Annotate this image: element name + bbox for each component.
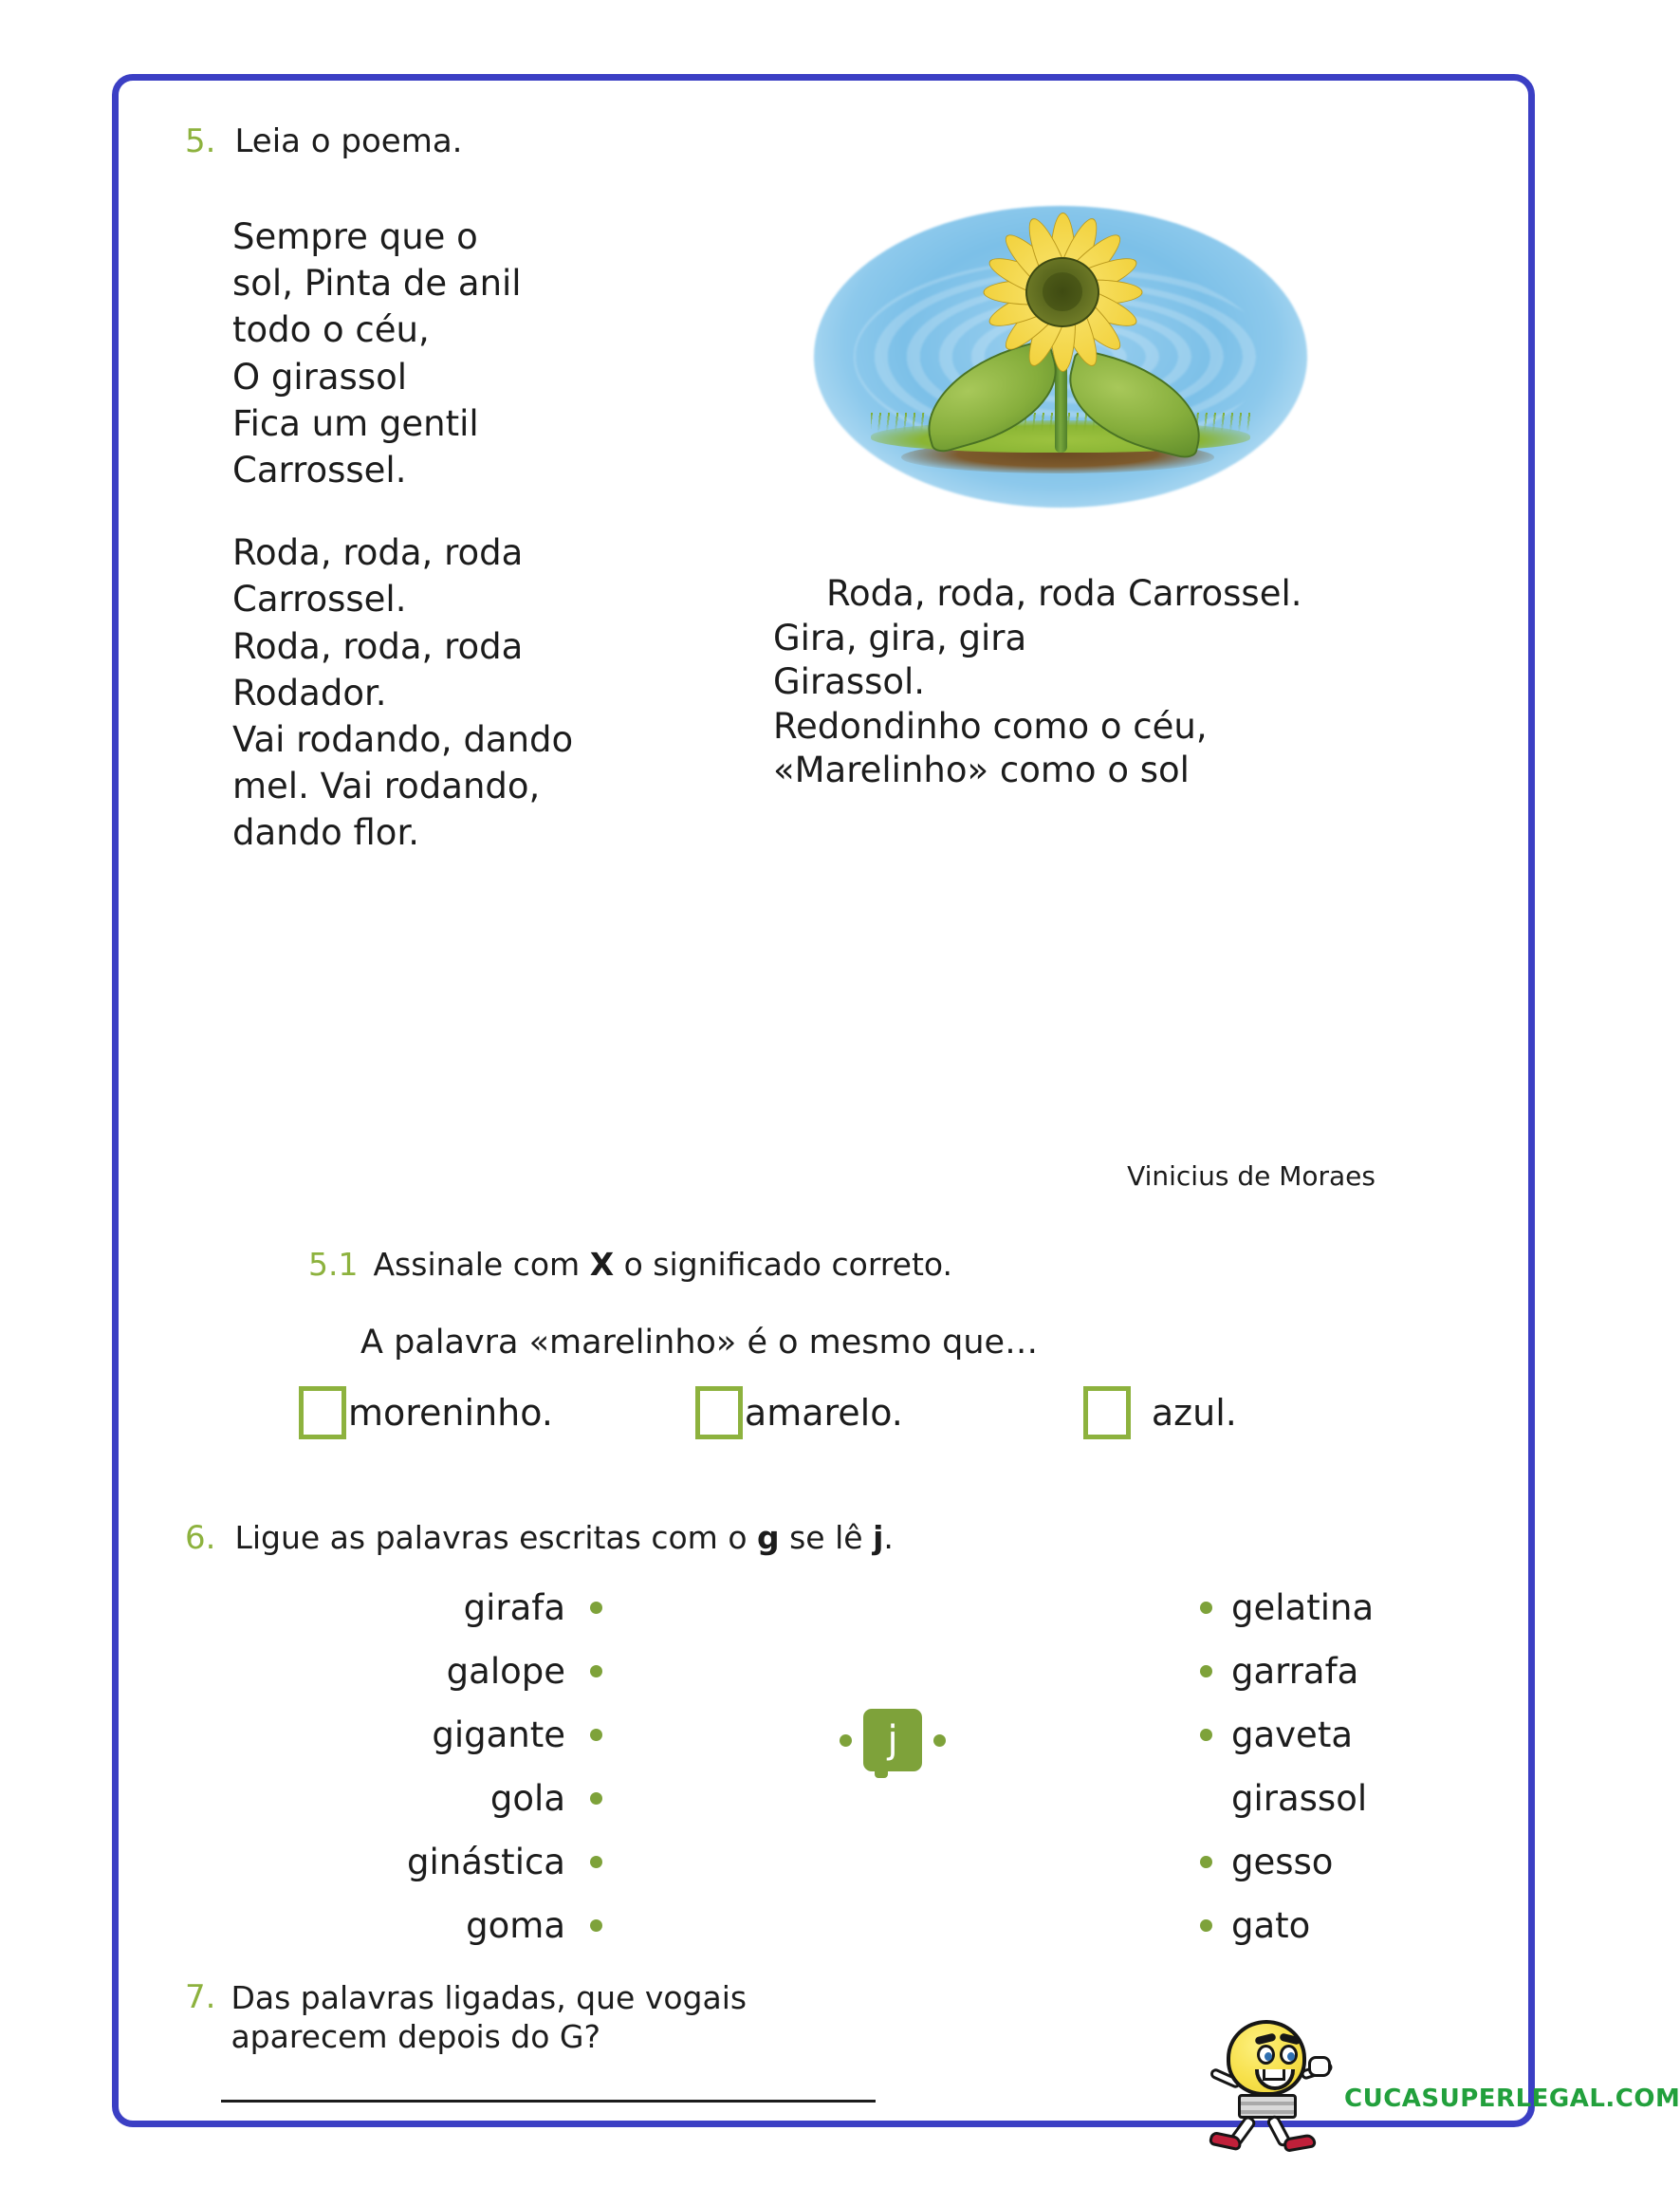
connector-dot-icon[interactable] bbox=[590, 1602, 602, 1614]
option-amarelo[interactable] bbox=[695, 1386, 903, 1439]
question-5-1-instruction bbox=[373, 1246, 952, 1283]
instruction-bold-j: j bbox=[873, 1519, 884, 1556]
connector-dot-icon[interactable] bbox=[1200, 1665, 1212, 1677]
poem-line: todo o céu, bbox=[232, 309, 430, 351]
mascot-eyebrow-left bbox=[1254, 2032, 1276, 2045]
connector-dot-icon[interactable] bbox=[590, 1665, 602, 1677]
question-6-header bbox=[185, 1519, 894, 1557]
poem-line: Roda, roda, roda bbox=[232, 532, 524, 574]
mascot-teeth bbox=[1263, 2069, 1285, 2081]
option-label: amarelo. bbox=[744, 1392, 903, 1434]
poem-line: Gira, gira, gira bbox=[773, 617, 1027, 658]
worksheet-content bbox=[119, 81, 1680, 2121]
connector-dot-icon[interactable] bbox=[590, 1856, 602, 1868]
word-label: girafa bbox=[463, 1587, 565, 1628]
question-5-header bbox=[185, 122, 462, 160]
right-word-column bbox=[1200, 1576, 1523, 1957]
connector-dot-icon[interactable] bbox=[590, 1919, 602, 1932]
poem-line: Sempre que o bbox=[232, 216, 478, 257]
mascot-eye-left bbox=[1257, 2045, 1275, 2065]
letter-j-box: j bbox=[863, 1709, 922, 1771]
poem-line: Carrossel. bbox=[232, 450, 407, 491]
word-label: gaveta bbox=[1231, 1714, 1354, 1755]
sunflower-head bbox=[982, 212, 1143, 373]
list-item[interactable] bbox=[1200, 1767, 1523, 1830]
word-label: galope bbox=[446, 1651, 565, 1692]
connector-dot-icon[interactable] bbox=[1200, 1856, 1212, 1868]
instruction-text-after: o significado correto. bbox=[614, 1246, 952, 1283]
worksheet-page bbox=[112, 74, 1680, 2127]
answer-line-input[interactable] bbox=[221, 2100, 876, 2103]
poem-author: Vinicius de Moraes bbox=[1127, 1160, 1375, 1192]
footer-logo bbox=[1200, 2005, 1680, 2138]
poem-line: Girassol. bbox=[773, 661, 926, 703]
lightbulb-body-icon bbox=[1227, 2020, 1306, 2096]
question-7-header bbox=[185, 1978, 868, 2057]
list-item[interactable] bbox=[261, 1767, 602, 1830]
poem-right-column bbox=[773, 572, 1428, 793]
question-5-1-options bbox=[299, 1386, 1428, 1439]
question-6-number: 6. bbox=[185, 1519, 216, 1557]
word-matching-area bbox=[119, 1576, 1528, 1955]
poem-line: mel. Vai rodando, bbox=[232, 766, 541, 807]
poem-stanza-1 bbox=[232, 213, 678, 493]
flower-center bbox=[1025, 257, 1099, 327]
connector-dot-icon[interactable] bbox=[1200, 1602, 1212, 1614]
instruction-bold-g: g bbox=[757, 1519, 780, 1556]
instruction-bold-x: X bbox=[589, 1246, 615, 1283]
instruction-text-2: se lê bbox=[779, 1519, 874, 1556]
list-item[interactable] bbox=[1200, 1640, 1523, 1703]
list-item[interactable] bbox=[1200, 1830, 1523, 1894]
option-label: moreninho. bbox=[348, 1392, 553, 1434]
question-7-line-1: Das palavras ligadas, que vogais bbox=[231, 1979, 748, 2016]
poem-line: «Marelinho» como o sol bbox=[773, 750, 1190, 791]
list-item[interactable] bbox=[261, 1894, 602, 1957]
question-7-line-2: aparecem depois do G? bbox=[231, 2018, 601, 2056]
connector-dot-icon[interactable] bbox=[590, 1729, 602, 1741]
question-5-1-header bbox=[308, 1246, 952, 1283]
running-lightbulb-mascot-icon bbox=[1209, 2007, 1333, 2140]
list-item[interactable] bbox=[261, 1830, 602, 1894]
question-5-1-prompt: A palavra «marelinho» é o mesmo que… bbox=[360, 1324, 1039, 1362]
mascot-eye-right bbox=[1280, 2045, 1298, 2065]
connector-dot-icon[interactable] bbox=[1200, 1919, 1212, 1932]
connector-dot-icon[interactable] bbox=[1200, 1729, 1212, 1741]
list-item[interactable] bbox=[1200, 1703, 1523, 1767]
connector-dot-icon[interactable] bbox=[840, 1734, 852, 1747]
instruction-text-3: . bbox=[883, 1519, 894, 1556]
question-6-instruction bbox=[234, 1519, 893, 1556]
checkbox-moreninho[interactable] bbox=[299, 1386, 346, 1439]
word-label: gato bbox=[1231, 1905, 1311, 1946]
left-word-column bbox=[261, 1576, 602, 1957]
instruction-text-before: Assinale com bbox=[373, 1246, 590, 1283]
option-azul[interactable] bbox=[1083, 1386, 1237, 1439]
list-item[interactable] bbox=[1200, 1576, 1523, 1640]
checkbox-amarelo[interactable] bbox=[695, 1386, 743, 1439]
mascot-eyebrow-right bbox=[1279, 2032, 1301, 2045]
word-label: gola bbox=[489, 1778, 565, 1819]
poem-line: Vai rodando, dando bbox=[232, 719, 574, 761]
word-label: gelatina bbox=[1231, 1587, 1375, 1628]
checkbox-azul[interactable] bbox=[1083, 1386, 1131, 1439]
sunflower-illustration bbox=[797, 196, 1328, 519]
question-5-instruction: Leia o poema. bbox=[234, 122, 463, 160]
poem-line: Redondinho como o céu, bbox=[773, 705, 1208, 747]
word-label: girassol bbox=[1231, 1778, 1368, 1819]
poem-line: O girassol bbox=[232, 356, 408, 398]
word-label: garrafa bbox=[1231, 1651, 1359, 1692]
mascot-fist bbox=[1308, 2056, 1331, 2077]
word-label: gesso bbox=[1231, 1842, 1334, 1882]
poem-line: Roda, roda, roda bbox=[232, 625, 524, 667]
poem-line: Rodador. bbox=[232, 672, 387, 713]
word-label: gigante bbox=[432, 1714, 565, 1755]
list-item[interactable] bbox=[1200, 1894, 1523, 1957]
word-label: ginástica bbox=[407, 1842, 565, 1882]
option-label: azul. bbox=[1151, 1392, 1237, 1434]
list-item[interactable] bbox=[261, 1703, 602, 1767]
poem-line: dando flor. bbox=[232, 812, 420, 854]
poem-line: sol, Pinta de anil bbox=[232, 263, 522, 305]
option-moreninho[interactable] bbox=[299, 1386, 553, 1439]
poem-line: Carrossel. bbox=[232, 579, 407, 621]
instruction-text-1: Ligue as palavras escritas com o bbox=[234, 1519, 757, 1556]
poem-line: Roda, roda, roda Carrossel. bbox=[826, 573, 1302, 614]
word-label: goma bbox=[466, 1905, 565, 1946]
connector-dot-icon[interactable] bbox=[933, 1734, 946, 1747]
question-5-1-number: 5.1 bbox=[308, 1246, 359, 1283]
question-7-instruction bbox=[231, 1978, 747, 2057]
poem-line: Fica um gentil bbox=[232, 402, 479, 444]
list-item[interactable] bbox=[261, 1640, 602, 1703]
connector-dot-icon[interactable] bbox=[590, 1792, 602, 1805]
question-7-number: 7. bbox=[185, 1978, 216, 2016]
footer-site-url: CUCASUPERLEGAL.COM bbox=[1344, 2085, 1680, 2113]
question-5-number: 5. bbox=[185, 122, 216, 160]
poem-left-column bbox=[232, 213, 678, 857]
list-item[interactable] bbox=[261, 1576, 602, 1640]
poem-stanza-2 bbox=[232, 529, 678, 856]
center-letter-group bbox=[840, 1709, 946, 1771]
